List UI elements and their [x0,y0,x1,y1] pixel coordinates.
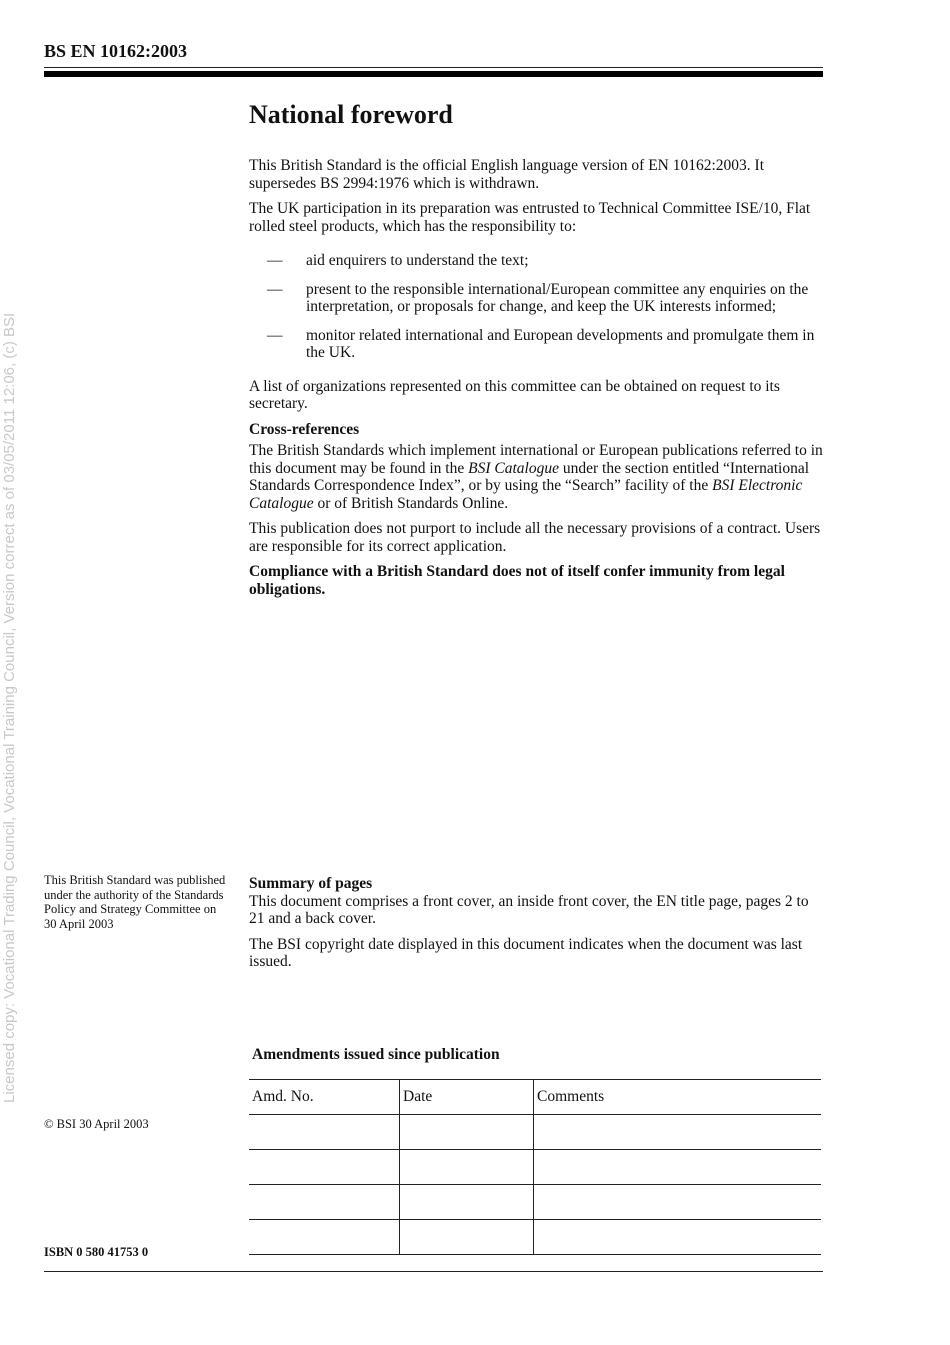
column-header-comments: Comments [534,1080,822,1115]
table-cell [400,1220,534,1255]
table-cell [400,1150,534,1185]
bsi-electronic-catalogue-ref: BSI Electronic Catalogue [249,477,803,512]
table-row [249,1115,821,1150]
list-item: — aid enquirers to understand the text; [267,252,529,269]
license-watermark: Licensed copy: Vocational Trading Council, Vocational Training Council, Version correct as of 03/05/2011 12:06, (c) BSI [1,312,18,1103]
paragraph-cross-references: The British Standards which implement international or European publications referred to in this document may be found in the BSI Catalogue under the section entitled “International Standards Correspondence Index”, or by using the “Search” facility of the BSI Electronic Catalogue or of British Standards Online. [249,442,823,512]
paragraph-provisions: This publication does not purport to include all the necessary provisions of a contract. Users are responsible for its correct application. [249,520,821,555]
table-cell [534,1150,822,1185]
table-cell [400,1115,534,1150]
table-cell [534,1220,822,1255]
dash-marker: — [267,326,283,344]
authority-note: This British Standard was published under the authority of the Standards Policy and Strategy Committee on 30 April 2003 [44,873,226,931]
footer-rule [44,1271,823,1272]
copyright-notice: © BSI 30 April 2003 [44,1117,149,1131]
table-cell [400,1185,534,1220]
copyright-date-paragraph: The BSI copyright date displayed in this document indicates when the document was last issued. [249,935,803,970]
table-cell [249,1150,400,1185]
amendments-table [249,1079,821,1255]
bsi-catalogue-ref: BSI Catalogue [468,459,559,477]
table-cell [534,1115,822,1150]
paragraph-organizations: A list of organizations represented on this committee can be obtained on request to its secretary. [249,377,780,412]
paragraph-official-version: This British Standard is the official English language version of EN 10162:2003. It supersedes BS 2994:1976 which is withdrawn. [249,157,765,192]
paragraph-compliance: Compliance with a British Standard does not of itself confer immunity from legal obligations. [249,563,785,598]
document-id-header: BS EN 10162:2003 [44,41,188,61]
dash-marker: — [267,252,283,269]
isbn: ISBN 0 580 41753 0 [44,1245,149,1259]
column-header-date: Date [400,1080,534,1115]
table-cell [249,1220,400,1255]
summary-paragraph: This document comprises a front cover, an inside front cover, the EN title page, pages 2 to 21 and a back cover. [249,892,809,927]
header-thick-rule [44,71,823,77]
summary-of-pages [249,875,827,979]
header-thin-rule [44,67,823,68]
amendments-title: Amendments issued since publication [252,1046,500,1063]
table-row [249,1220,821,1255]
summary-heading: Summary of pages [249,875,373,892]
table-header-row [249,1080,821,1115]
list-item: — monitor related international and European developments and promulgate them in the UK. [267,326,815,361]
paragraph-committee: The UK participation in its preparation was entrusted to Technical Committee ISE/10, Flat rolled steel products, which has the responsibility to: [249,200,811,235]
table-row [249,1150,821,1185]
dash-marker: — [267,280,283,298]
list-item: — present to the responsible international/European committee any enquiries on the interpretation, or proposals for change, and keep the UK interests informed; [267,280,809,315]
foreword-body [249,157,827,606]
table-cell [249,1185,400,1220]
table-row [249,1185,821,1220]
cross-references-heading: Cross-references [249,420,360,438]
table-cell [534,1185,822,1220]
column-header-amd-no: Amd. No. [249,1080,400,1115]
responsibility-list [249,252,827,362]
table-cell [249,1115,400,1150]
page-title: National foreword [249,100,453,129]
